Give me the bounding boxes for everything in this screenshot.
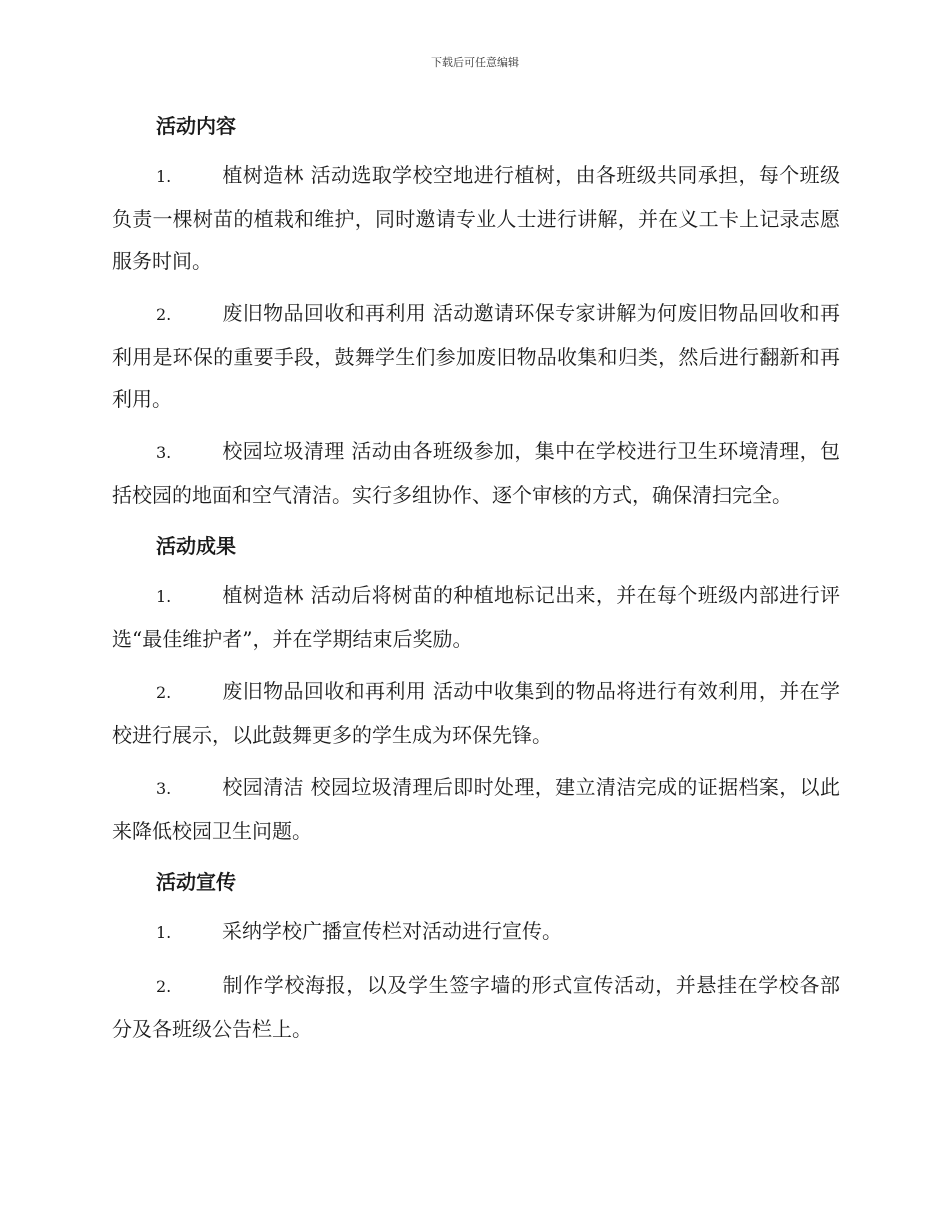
item-text: 废旧物品回收和再利用 活动邀请环保专家讲解为何废旧物品回收和再利用是环保的重要手段，鼓舞学生们参加废旧物品收集和归类，然后进行翻新和再利用。 [112,301,840,411]
section-title: 活动宣传 [156,870,236,894]
item-number: 1. [156,167,172,186]
item-number: 3. [156,779,172,798]
section-activity-content [112,106,840,516]
section-activity-promotion [112,862,840,1050]
item-text: 植树造林 活动后将树苗的种植地标记出来，并在每个班级内部进行评选“最佳维护者”，并在学期结束后奖励。 [112,583,840,651]
list-item [112,964,840,1050]
item-number: 3. [156,443,172,462]
item-text: 校园清洁 校园垃圾清理后即时处理，建立清洁完成的证据档案，以此来降低校园卫生问题。 [112,775,840,843]
section-activity-results [112,526,840,852]
item-number: 1. [156,923,172,942]
item-text: 校园垃圾清理 活动由各班级参加，集中在学校进行卫生环境清理，包括校园的地面和空气清洁。实行多组协作、逐个审核的方式，确保清扫完全。 [112,439,840,507]
list-item [112,574,840,660]
list-item [112,154,840,282]
section-title: 活动成果 [156,534,236,558]
list-item [112,430,840,516]
list-item [112,670,840,756]
item-text: 采纳学校广播宣传栏对活动进行宣传。 [222,919,562,943]
list-item [112,910,840,954]
item-number: 2. [156,683,172,702]
item-number: 2. [156,977,172,996]
item-number: 1. [156,587,172,606]
list-item [112,292,840,420]
page-header: 下载后可任意编辑 [431,56,519,69]
item-number: 2. [156,305,172,324]
item-text: 废旧物品回收和再利用 活动中收集到的物品将进行有效利用，并在学校进行展示，以此鼓舞更多的学生成为环保先锋。 [112,679,840,747]
document-body [112,106,840,1060]
section-title: 活动内容 [156,114,236,138]
item-text: 制作学校海报，以及学生签字墙的形式宣传活动，并悬挂在学校各部分及各班级公告栏上。 [112,973,840,1041]
list-item [112,766,840,852]
item-text: 植树造林 活动选取学校空地进行植树，由各班级共同承担，每个班级负责一棵树苗的植栽和维护，同时邀请专业人士进行讲解，并在义工卡上记录志愿服务时间。 [112,163,840,273]
